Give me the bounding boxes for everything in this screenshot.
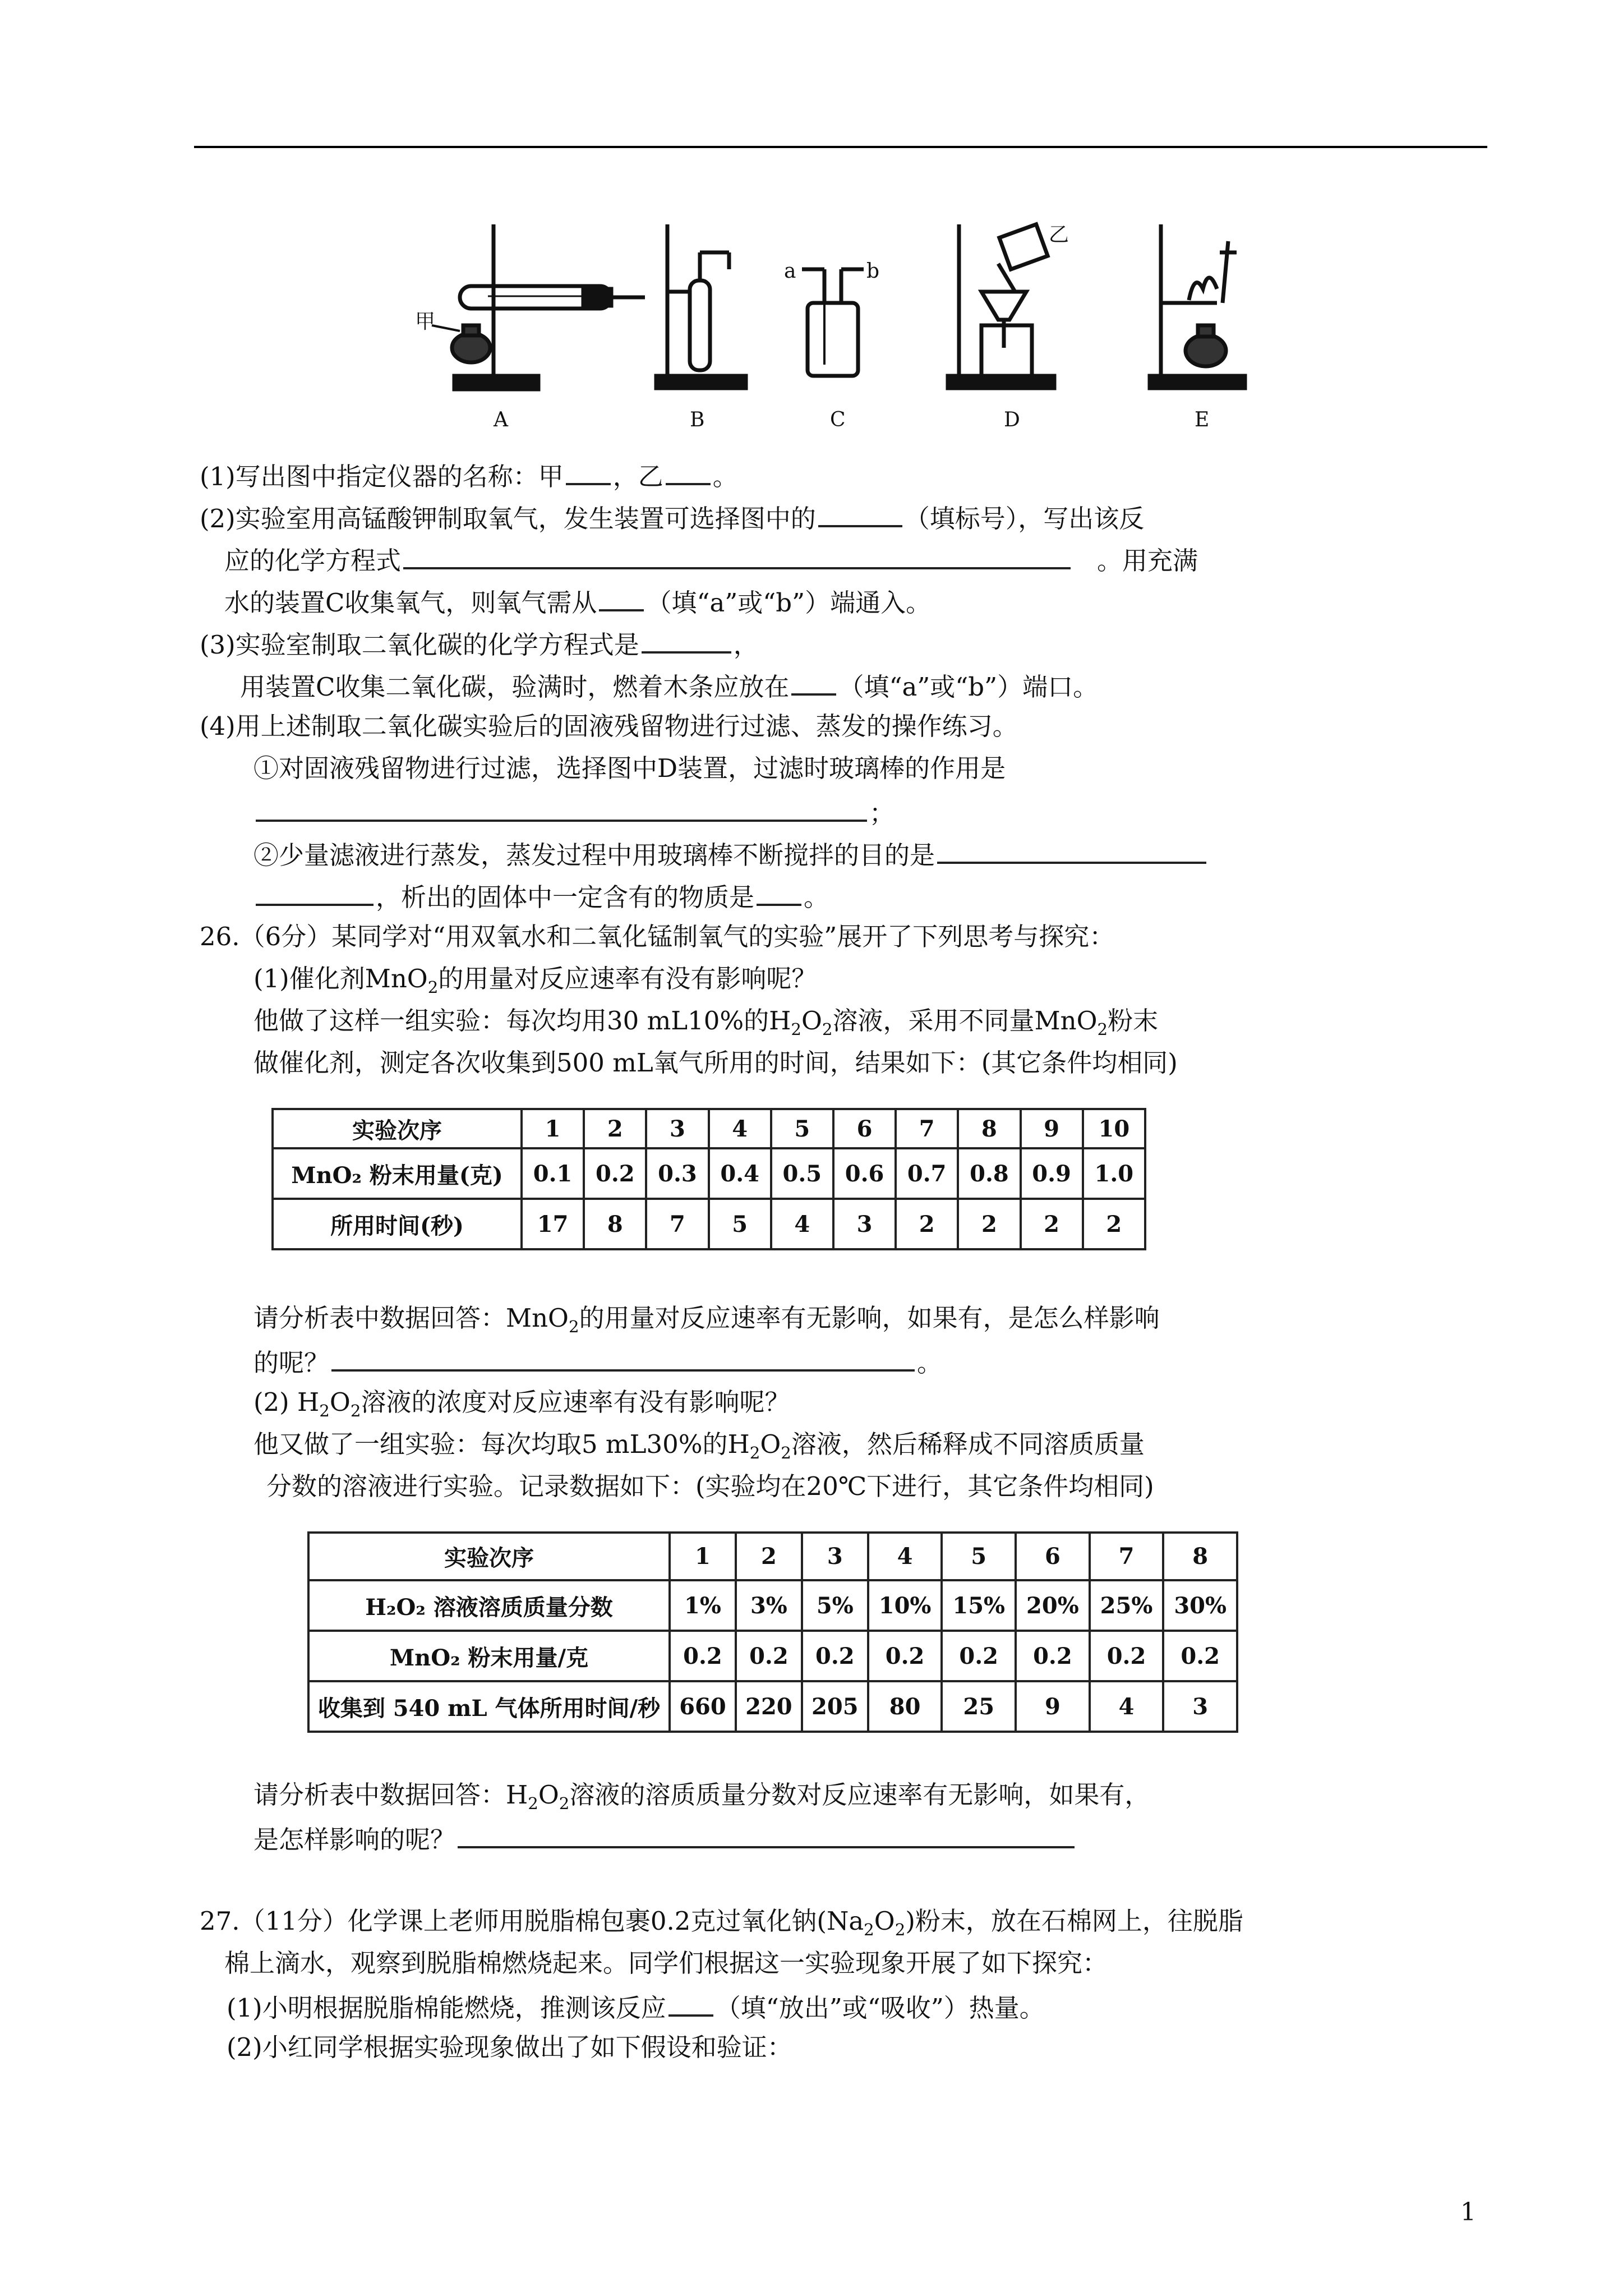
table-cell: 15% — [942, 1580, 1016, 1631]
table-header-cell: MnO₂ 粉末用量(克) — [273, 1148, 522, 1199]
q26-part1-method: 他做了这样一组实验：每次均用30 mL10%的$H_2O_2$溶液，采用不同量MnO$_2$粉末 — [253, 1006, 1159, 1039]
table-cell: 25% — [1090, 1580, 1164, 1631]
table-cell: 660 — [670, 1681, 736, 1732]
apparatus-figure — [409, 208, 1284, 449]
apparatus-d-icon — [948, 224, 1054, 388]
table-cell: 1.0 — [1083, 1148, 1145, 1199]
label-yi: 乙 — [1049, 223, 1069, 246]
table-header-cell: MnO₂ 粉末用量/克 — [308, 1631, 670, 1681]
table-row — [273, 1109, 1145, 1148]
q25-part4-filter: ①对固液残留物进行过滤，选择图中D装置，过滤时玻璃棒的作用是 — [253, 753, 1006, 783]
table-cell: 0.5 — [771, 1148, 833, 1199]
table-row — [273, 1148, 1145, 1199]
table-cell: 0.2 — [670, 1631, 736, 1681]
table-cell: 8 — [584, 1199, 646, 1249]
q26-answer1: 请分析表中数据回答：MnO$_2$的用量对反应速率有无影响，如果有，是怎么样影响 — [253, 1303, 1160, 1336]
table-row — [308, 1631, 1237, 1681]
caption-a: A — [494, 408, 508, 431]
table-row — [273, 1199, 1145, 1249]
table-cell: 4 — [1090, 1681, 1164, 1732]
q25-part2-equation: 应的化学方程式 。用充满 — [224, 541, 1198, 578]
q25-part2-collect: 水的装置C收集氧气，则氧气需从 （填“a”或“b”）端通入。 — [224, 583, 931, 620]
q26-answer1-b: 的呢？ 。 — [253, 1343, 942, 1380]
table-row — [308, 1681, 1237, 1732]
table-cell: 220 — [736, 1681, 802, 1732]
table-header-cell: 实验次序 — [308, 1533, 670, 1580]
q25-part3-check: 用装置C收集二氧化碳，验满时，燃着木条应放在 （填“a”或“b”）端口。 — [240, 668, 1098, 704]
table-cell: 2 — [1021, 1199, 1083, 1249]
table-cell: 20% — [1016, 1580, 1090, 1631]
table-cell: 0.4 — [709, 1148, 771, 1199]
table-cell: 0.9 — [1021, 1148, 1083, 1199]
table-cell: 0.7 — [896, 1148, 958, 1199]
table-cell: 1% — [670, 1580, 736, 1631]
q26-answer2-b: 是怎样影响的呢？ — [253, 1820, 1077, 1857]
table-cell: 30% — [1163, 1580, 1237, 1631]
q25-part1: (1)写出图中指定仪器的名称：甲 ，乙 。 — [200, 457, 738, 494]
q26-heading: 26.（6分）某同学对“用双氧水和二氧化锰制氧气的实验”展开了下列思考与探究： — [200, 922, 1115, 951]
table-cell: 6 — [1016, 1533, 1090, 1580]
table-header-cell: 所用时间(秒) — [273, 1199, 522, 1249]
label-port-b: b — [866, 260, 880, 283]
apparatus-e-icon — [1150, 224, 1245, 388]
table-cell: 7 — [896, 1109, 958, 1148]
table-cell: 17 — [522, 1199, 584, 1249]
table-cell: 0.2 — [1090, 1631, 1164, 1681]
table-cell: 3 — [802, 1533, 868, 1580]
table-cell: 0.2 — [584, 1148, 646, 1199]
q26-part1: (1)催化剂MnO$_2$的用量对反应速率有没有影响呢？ — [253, 964, 817, 997]
q27-heading-b: 棉上滴水，观察到脱脂棉燃烧起来。同学们根据这一实验现象开展了如下探究： — [224, 1948, 1108, 1978]
q27-part1: (1)小明根据脱脂棉能燃烧，推测该反应 （填“放出”或“吸收”）热量。 — [227, 1989, 1045, 2025]
table-cell: 0.2 — [736, 1631, 802, 1681]
q26-part1-method-b: 做催化剂，测定各次收集到500 mL氧气所用的时间，结果如下：(其它条件均相同) — [253, 1048, 1178, 1078]
caption-c: C — [830, 408, 846, 431]
page-number: 1 — [1460, 2198, 1476, 2226]
table-cell: 0.2 — [1163, 1631, 1237, 1681]
table-cell: 205 — [802, 1681, 868, 1732]
table-cell: 8 — [958, 1109, 1020, 1148]
table-header-cell: H₂O₂ 溶液溶质质量分数 — [308, 1580, 670, 1631]
table-cell: 25 — [942, 1681, 1016, 1732]
table-cell: 9 — [1021, 1109, 1083, 1148]
table-cell: 10% — [868, 1580, 942, 1631]
q25-part4: (4)用上述制取二氧化碳实验后的固液残留物进行过滤、蒸发的操作练习。 — [200, 711, 1018, 741]
table-cell: 4 — [709, 1109, 771, 1148]
table-cell: 3 — [833, 1199, 896, 1249]
h2o2-concentration-table — [307, 1531, 1238, 1733]
q27-part2: (2)小红同学根据实验现象做出了如下假设和验证： — [227, 2032, 792, 2062]
caption-e: E — [1195, 408, 1210, 431]
table-cell: 3 — [646, 1109, 708, 1148]
q26-part2: (2) $H_2O_2$溶液的浓度对反应速率有没有影响呢？ — [253, 1387, 790, 1420]
q27-heading: 27.（11分）化学课上老师用脱脂棉包裹0.2克过氧化钠$(Na_2O_2)$粉末，放在石棉网上，往脱脂 — [200, 1906, 1243, 1939]
q25-part4-filter-answer: ； — [253, 794, 895, 830]
table-cell: 0.8 — [958, 1148, 1020, 1199]
table-row — [308, 1533, 1237, 1580]
table-cell: 0.1 — [522, 1148, 584, 1199]
mno2-amount-table — [271, 1108, 1146, 1250]
table-cell: 9 — [1016, 1681, 1090, 1732]
label-jia: 甲 — [415, 310, 436, 333]
q25-part3: (3)实验室制取二氧化碳的化学方程式是 ， — [200, 625, 759, 662]
table-cell: 1 — [522, 1109, 584, 1148]
caption-b: B — [690, 408, 705, 431]
q26-part2-method: 他又做了一组实验：每次均取5 mL30%的$H_2O_2$溶液，然后稀释成不同溶质质量 — [253, 1429, 1145, 1462]
table-cell: 0.2 — [868, 1631, 942, 1681]
q26-answer2: 请分析表中数据回答：$H_2O_2$溶液的溶质质量分数对反应速率有无影响，如果有， — [253, 1780, 1150, 1813]
table-cell: 7 — [1090, 1533, 1164, 1580]
table-cell: 0.2 — [1016, 1631, 1090, 1681]
table-cell: 80 — [868, 1681, 942, 1732]
q25-part4-evaporate-b: ，析出的固体中一定含有的物质是 。 — [253, 878, 829, 914]
q25-part4-evaporate: ②少量滤液进行蒸发，蒸发过程中用玻璃棒不断搅拌的目的是 — [253, 836, 1209, 872]
table-cell: 1 — [670, 1533, 736, 1580]
table-cell: 6 — [833, 1109, 896, 1148]
table-cell: 2 — [736, 1533, 802, 1580]
table-cell: 5 — [709, 1199, 771, 1249]
table-row — [308, 1580, 1237, 1631]
table-cell: 10 — [1083, 1109, 1145, 1148]
table-cell: 0.3 — [646, 1148, 708, 1199]
table-cell: 4 — [771, 1199, 833, 1249]
table-cell: 2 — [584, 1109, 646, 1148]
table-header-cell: 收集到 540 mL 气体所用时间/秒 — [308, 1681, 670, 1732]
table-cell: 0.2 — [942, 1631, 1016, 1681]
table-cell: 2 — [958, 1199, 1020, 1249]
table-cell: 4 — [868, 1533, 942, 1580]
apparatus-b-icon — [656, 224, 746, 388]
table-cell: 5 — [771, 1109, 833, 1148]
q26-part2-method-b: 分数的溶液进行实验。记录数据如下：(实验均在20℃下进行，其它条件均相同) — [266, 1471, 1154, 1501]
apparatus-c-icon — [802, 269, 864, 376]
table-cell: 0.6 — [833, 1148, 896, 1199]
table-cell: 8 — [1163, 1533, 1237, 1580]
apparatus-a-icon — [432, 224, 645, 389]
table-header-cell: 实验次序 — [273, 1109, 522, 1148]
q25-part2: (2)实验室用高锰酸钾制取氧气，发生装置可选择图中的 （填标号），写出该反 — [200, 499, 1144, 536]
header-rule — [194, 146, 1487, 148]
table-cell: 5 — [942, 1533, 1016, 1580]
table-cell: 3 — [1163, 1681, 1237, 1732]
table-cell: 3% — [736, 1580, 802, 1631]
caption-d: D — [1004, 408, 1020, 431]
table-cell: 2 — [896, 1199, 958, 1249]
table-cell: 2 — [1083, 1199, 1145, 1249]
table-cell: 7 — [646, 1199, 708, 1249]
table-cell: 5% — [802, 1580, 868, 1631]
label-port-a: a — [784, 260, 796, 283]
table-cell: 0.2 — [802, 1631, 868, 1681]
